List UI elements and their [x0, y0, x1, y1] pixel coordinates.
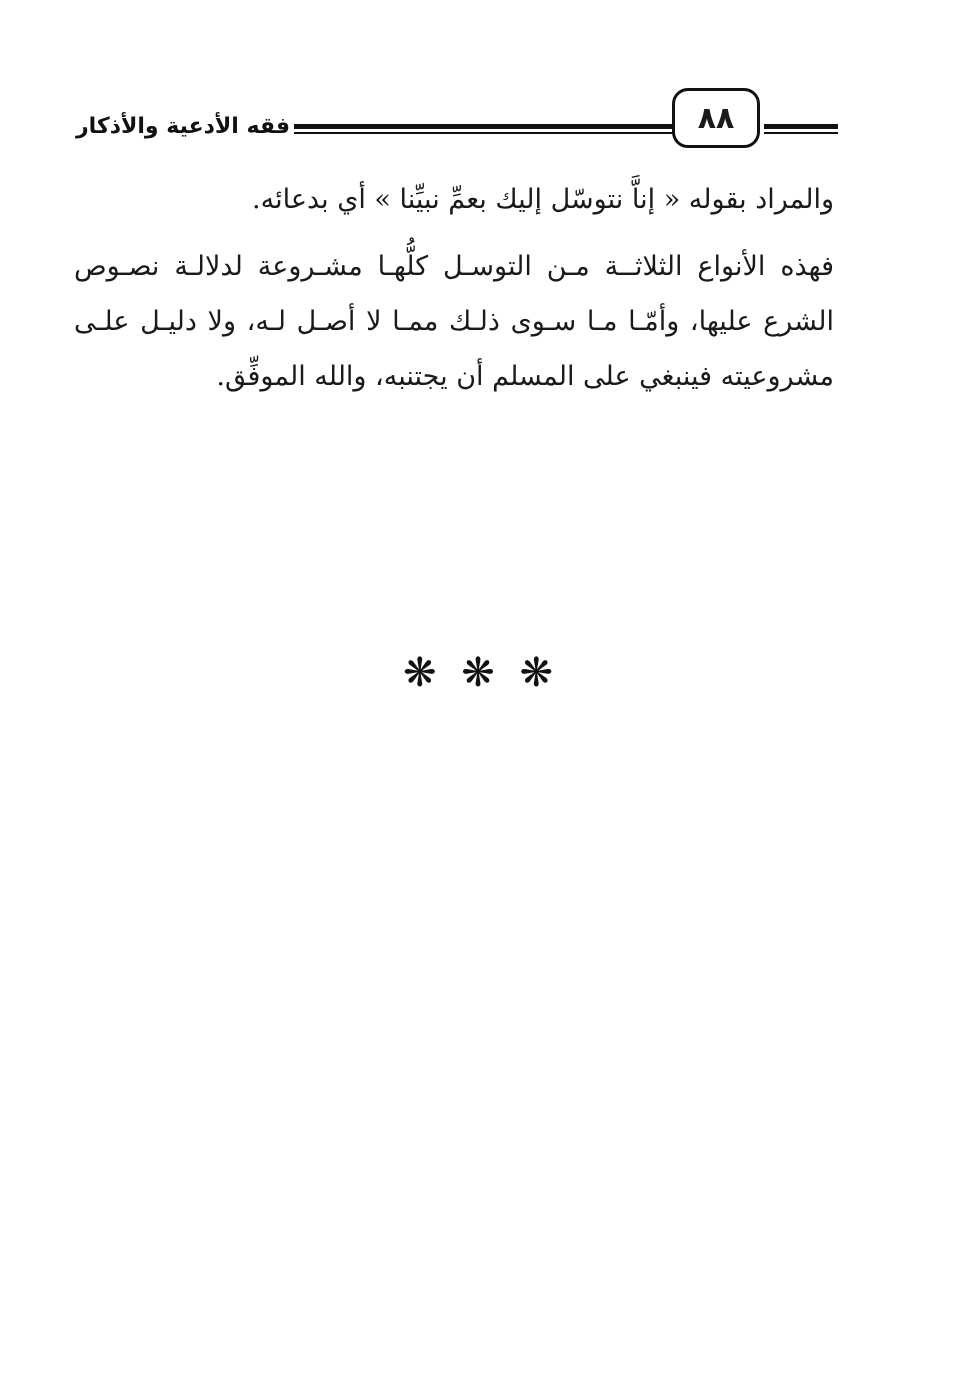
running-title: فقه الأدعية والأذكار — [76, 114, 291, 139]
body-text — [74, 172, 834, 416]
paragraph: والمراد بقوله « إناَّ نتوسّل إليك بعمِّ نبيِّنا » أي بدعائه. — [252, 184, 834, 215]
paragraph: فهذه الأنواع الثلاثــة مـن التوسـل كلُّهـا مشـروعة لدلالـة نصـوص الشرع عليها، وأمّـا مـا سـوى ذلـك ممـا لا أصـل لـه، ولا دليـل علـى مشروعيته فينبغي على المسلم أن يجتنبه، والله الموفِّق. — [74, 251, 834, 392]
section-separator: ❋ ❋ ❋ — [403, 650, 559, 696]
page-header — [70, 80, 838, 160]
page-number: ٨٨ — [672, 88, 760, 148]
header-rule-right-thin — [764, 132, 838, 134]
header-rule-right — [764, 124, 838, 129]
